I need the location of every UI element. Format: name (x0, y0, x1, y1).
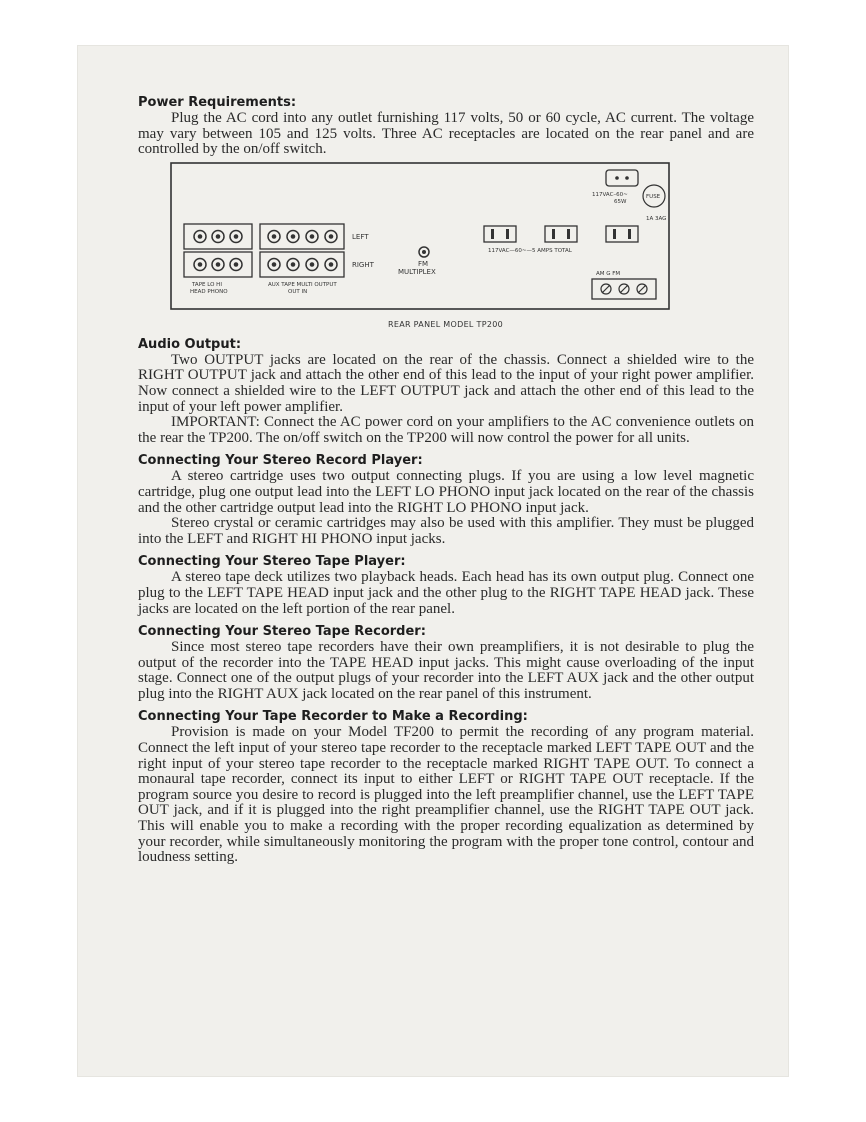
audio-heading: Audio Output: (138, 336, 242, 352)
fm-label: FM (418, 259, 429, 268)
input-labels: TAPE LO HI (192, 281, 222, 288)
ac-voltage-label: 117VAC–60~ (592, 191, 628, 198)
tape-recorder-paragraph: Since most stereo tape recorders have their own preamplifiers, it is not desirable to plug the output of the recorder into the TAPE HEAD input jacks. This might cause overloading of the input stage. Connect one of the output plugs of your recorder into the LEFT AUX jack and the other output plug into the RIGHT AUX jack located on the rear panel of this instrument. (138, 639, 754, 702)
record-player-heading: Connecting Your Stereo Record Player: (138, 453, 423, 469)
audio-paragraph-1: Two OUTPUT jacks are located on the rear of the chassis. Connect a shielded wire to the RIGHT OUTPUT jack and attach the other end of this lead to the input of your right power amplifier. Now connect a shielded wire to the LEFT OUTPUT jack and attach the other end of this lead to the input of your left power amplifier. (138, 351, 754, 415)
aux-labels: AUX TAPE MULTI OUTPUT (268, 281, 337, 288)
tape-player-heading: Connecting Your Stereo Tape Player: (138, 554, 406, 570)
multiplex-label: MULTIPLEX (398, 267, 436, 276)
outlets-label: 117VAC—60~—5 AMPS TOTAL (488, 247, 572, 254)
power-paragraph: Plug the AC cord into any outlet furnishing 117 volts, 50 or 60 cycle, AC current. The voltage may vary between 105 and 125 volts. Three AC receptacles are located on the rear panel and are controlled by the on/off switch. (138, 110, 754, 158)
tape-recorder-heading: Connecting Your Stereo Tape Recorder: (138, 624, 426, 640)
audio-paragraph-2: IMPORTANT: Connect the AC power cord on your amplifiers to the AC convenience outlets on the rear the TP200. The on/off switch on the TP200 will now control the power for all units. (138, 414, 754, 446)
rear-panel-diagram (138, 158, 754, 336)
fuse-label: FUSE (646, 193, 661, 200)
record-player-paragraph-2: Stereo crystal or ceramic cartridges may also be used with this amplifier. They must be plugged into the LEFT and RIGHT HI PHONO input jacks. (138, 515, 754, 547)
fuse-rating-label: 1A 3AG (646, 215, 667, 222)
aux-labels-2: OUT IN (288, 288, 308, 295)
rear-panel-drawing (170, 162, 672, 312)
recording-heading: Connecting Your Tape Recorder to Make a Recording: (138, 709, 528, 725)
tape-player-paragraph: A stereo tape deck utilizes two playback heads. Each head has its own output plug. Connect one plug to the LEFT TAPE HEAD input jack and the other plug to the RIGHT TAPE HEAD jack. These jacks are located on the left portion of the rear panel. (138, 569, 754, 617)
recording-paragraph: Provision is made on your Model TF200 to permit the recording of any program material. Connect the left input of your stereo tape recorder to the receptacle marked LEFT TAPE OUT and the right input of your stereo tape recorder to the receptacle marked RIGHT TAPE OUT. To connect a monaural tape recorder, connect its input to either LEFT or RIGHT TAPE OUT receptacle. If the program source you desire to record is plugged into the left preamplifier channel, use the LEFT TAPE OUT jack, and if it is plugged into the right preamplifier channel, use the RIGHT TAPE OUT jack. This will enable you to make a recording with the proper recording equalization as determined by your recorder, while simultaneously monitoring the program with the proper tone control, contour and loudness setting. (138, 724, 754, 866)
input-labels-2: HEAD PHONO (190, 288, 228, 295)
record-player-paragraph-1: A stereo cartridge uses two output connecting plugs. If you are using a low level magnetic cartridge, plug one output lead into the LEFT LO PHONO input jack located on the rear of the chassis and the other cartridge output lead into the RIGHT LO PHONO input jack. (138, 468, 754, 516)
diagram-caption: REAR PANEL MODEL TP200 (388, 319, 504, 329)
document-content (138, 94, 754, 866)
left-channel-label: LEFT (352, 232, 369, 241)
wattage-label: 65W (614, 198, 627, 205)
right-channel-label: RIGHT (352, 260, 374, 269)
antenna-labels: AM G FM (596, 270, 621, 277)
power-heading: Power Requirements: (138, 95, 297, 110)
